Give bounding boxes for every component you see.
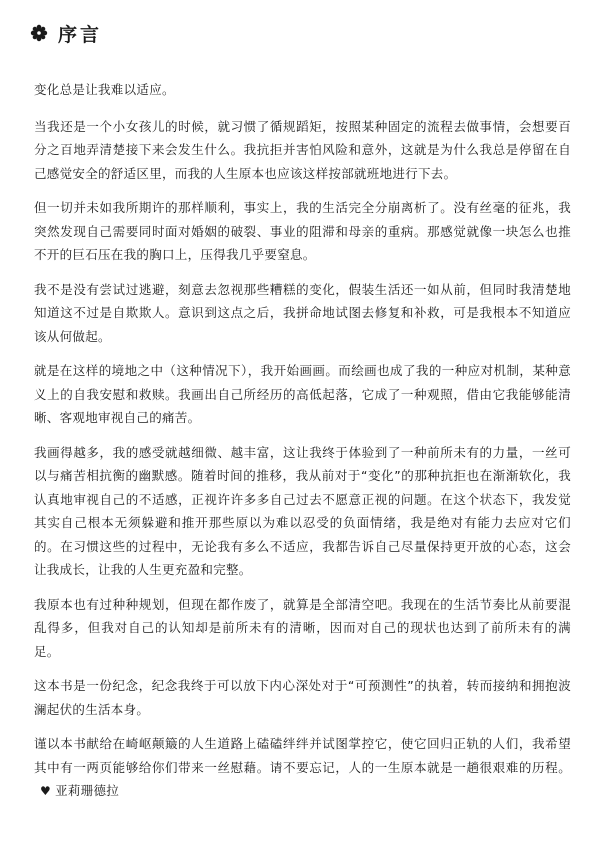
paragraph-2: 当我还是一个小女孩儿的时候，就习惯了循规蹈矩，按照某种固定的流程去做事情，会想要百分之百地弄清楚接下来会发生什么。我抗拒并害怕风险和意外，这就是为什么我总是停留在自己感觉安全的舒适区里，而我的人生原本也应该这样按部就班地进行下去。: [34, 118, 571, 181]
paragraph-8: 这本书是一份纪念，纪念我终于可以放下内心深处对于“可预测性”的执着，转而接纳和拥抱波澜起伏的生活本身。: [34, 678, 571, 717]
paragraph-3: 但一切并未如我所期许的那样顺利，事实上，我的生活完全分崩离析了。没有丝毫的征兆，我突然发现自己需要同时面对婚姻的破裂、事业的阻滞和母亲的重病。那感觉就像一块怎么也推不开的巨石压在我的胸口上，压得我几乎要窒息。: [34, 200, 571, 262]
paragraph-7: 我原本也有过种种规划，但现在都作废了，就算是全部清空吧。我现在的生活节奏比从前要混乱得多，但我对自己的认知却是前所未有的清晰，因而对自己的现状也达到了前所未有的满足。: [34, 596, 571, 659]
paragraph-4: 我不是没有尝试过逃避，刻意去忽视那些糟糕的变化，假装生活还一如从前，但同时我清楚地知道这不过是自欺欺人。意识到这点之后，我拼命地试图去修复和补救，可是我根本不知道应该从何做起。: [34, 281, 571, 344]
page-title: 序言: [58, 23, 103, 46]
header: [30, 18, 571, 48]
flower-icon: [30, 24, 48, 42]
paragraph-9: [34, 732, 571, 804]
dedication-text: 谨以本书献给在崎岖颠簸的人生道路上磕磕绊绊并试图掌控它，使它回归正轨的人们，我希望其中有一两页能够给你们带来一丝慰藉。请不要忘记，人的一生原本就是一趟很艰难的历程。: [34, 736, 571, 775]
paragraph-1: 变化总是让我难以适应。: [34, 82, 175, 97]
signature: 亚莉珊德拉: [55, 783, 120, 798]
body-text: [34, 78, 571, 804]
heart-icon: ♥: [40, 784, 52, 798]
paragraph-6: 我画得越多，我的感受就越细微、越丰富，这让我终于体验到了一种前所未有的力量，一丝可以与痛苦相抗衡的幽默感。随着时间的推移，我从前对于“变化”的那种抗拒也在渐渐软化，我认真地审视自己的不适感，正视许许多多自己过去不愿意正视的问题。在这个状态下，我发觉其实自己根本无须躲避和推开那些原以为难以忍受的负面情绪，我是绝对有能力去应对它们的。在习惯这些的过程中，无论我有多么不适应，我都告诉自己尽量保持更开放的心态，这会让我成长，让我的人生更充盈和完整。: [34, 444, 571, 577]
paragraph-5: 就是在这样的境地之中（这种情况下），我开始画画。而绘画也成了我的一种应对机制，某种意义上的自我安慰和救赎。我画出自己所经历的高低起落，它成了一种观照，借由它我能够能清晰、客观地审视自己的痛苦。: [34, 363, 571, 425]
